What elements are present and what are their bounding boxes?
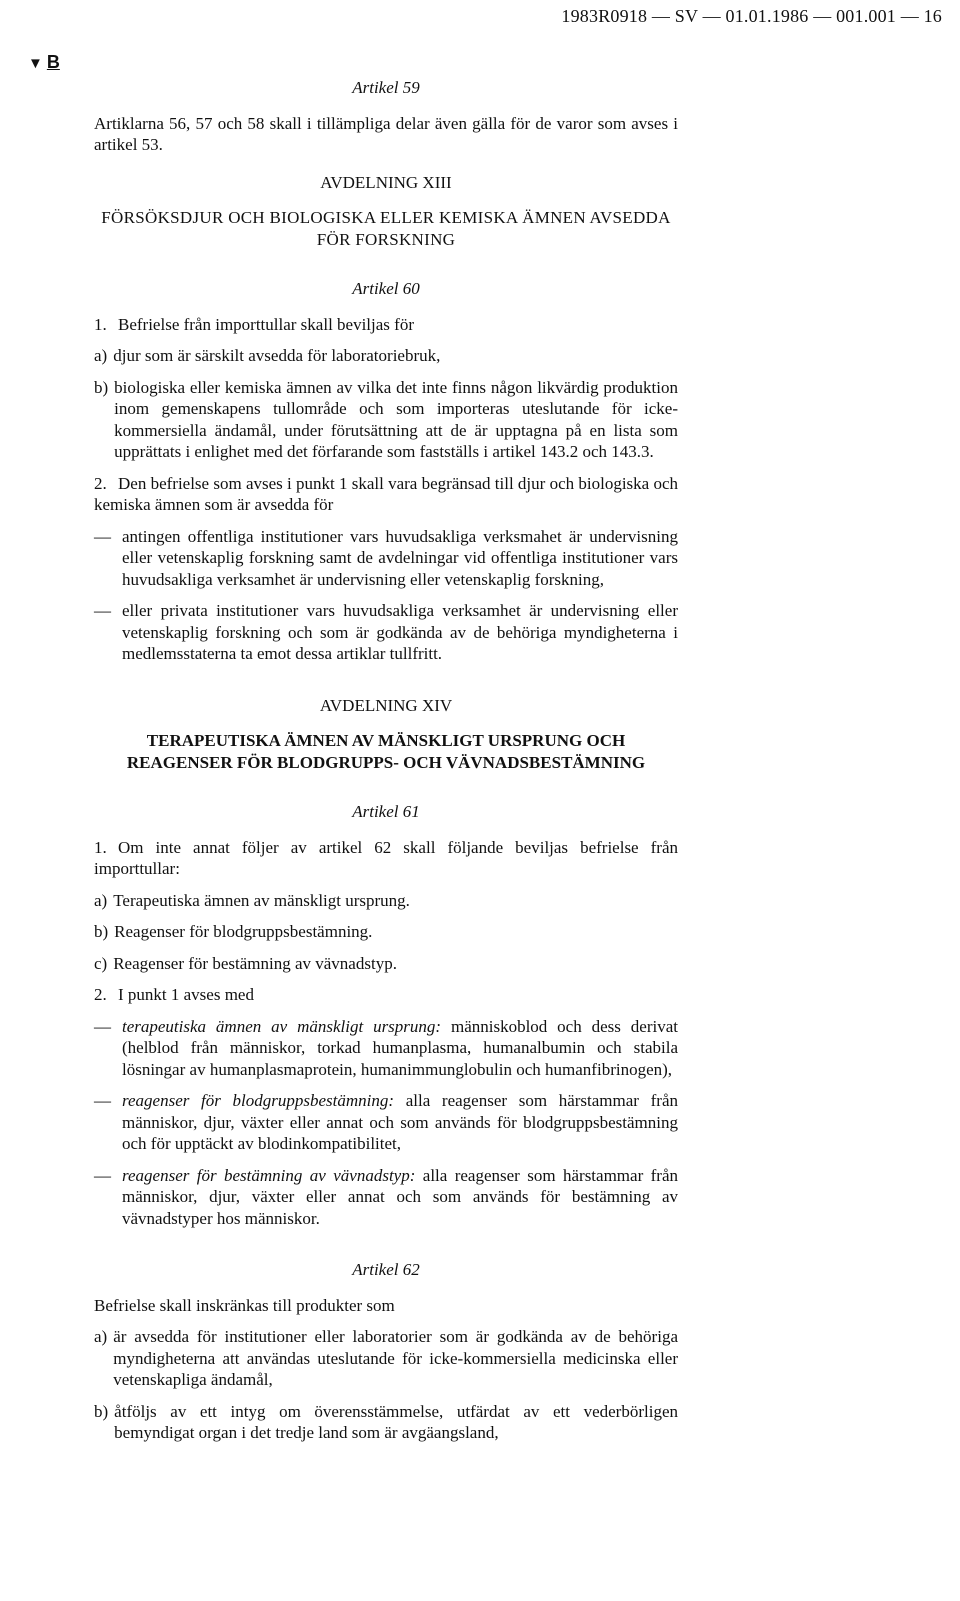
dash-marker: — — [94, 1016, 111, 1036]
section-xiii-label: AVDELNING XIII — [320, 172, 452, 192]
article-62-title: Artikel 62 — [352, 1260, 420, 1279]
article-61-dash-2: — reagenser för blodgruppsbestämning: alla reagenser som härstammar från människor, djur, växter eller annat och som används för blodgruppsbestämning och för upptäckt av blodinkompatibilitet, — [94, 1091, 678, 1153]
defined-term: reagenser för bestämning av vävnadstyp: — [122, 1165, 416, 1185]
dash-marker: — — [94, 1165, 111, 1185]
article-60-para-1: 1. Befrielse från importtullar skall beviljas för — [94, 314, 414, 334]
article-62-item-a: a) är avsedda för institutioner eller laboratorier som är godkända av de behöriga myndigheterna att användas uteslutande för icke-kommersiella medicinska eller vetenskapliga ändamål, — [94, 1327, 678, 1389]
article-60-item-a: a) djur som är särskilt avsedda för laboratoriebruk, — [94, 346, 441, 365]
article-60-item-b: b) biologiska eller kemiska ämnen av vilka det inte finns någon likvärdig produktion inom gemenskapens tullområde och som importeras uteslutande för icke-kommersiella ändamål, under förutsättning att de är upptagna på en lista som upprättats i enlighet med det förfarande som fastställs i artikel 143.2 och 143.3. — [94, 377, 678, 461]
section-xiv-label: AVDELNING XIV — [319, 695, 453, 715]
document-body — [94, 77, 678, 1454]
version-marker-label: B — [46, 52, 60, 72]
triangle-down-icon: ▼ — [28, 55, 43, 72]
article-61-item-a: a) Terapeutiska ämnen av mänskligt ursprung. — [94, 890, 410, 910]
article-61-para-1: 1. Om inte annat följer av artikel 62 skall följande beviljas befrielse från importtullar: — [94, 837, 678, 878]
dash-marker: — — [94, 526, 111, 546]
article-59-title: Artikel 59 — [352, 78, 420, 97]
article-61-item-c: c) Reagenser för bestämning av vävnadstyp. — [94, 953, 397, 973]
version-marker[interactable] — [28, 52, 60, 75]
article-60-dash-1: — antingen offentliga institutioner vars huvudsakliga verksmahet är undervisning eller vetenskaplig forskning samt de avdelningar vid offentliga institutioner vars huvudsakliga verksamhet är undervisning eller vetenskaplig forskning, — [94, 526, 678, 589]
article-62-intro: Befrielse skall inskränkas till produkter som — [94, 1295, 395, 1315]
article-59-text: Artiklarna 56, 57 och 58 skall i tillämpliga delar även gälla för de varor som avses i artikel 53. — [94, 113, 678, 154]
para-number: 2. — [94, 985, 107, 1004]
article-61-title: Artikel 61 — [352, 802, 420, 821]
article-61-dash-1: — terapeutiska ämnen av mänskligt ursprung: människoblod och dess derivat (helblod från människor, torkad humanplasma, humanalbumin och stabila lösningar av humanplasmaprotein, humanimmunglobulin och humanfibrinogen), — [94, 1016, 678, 1079]
article-60-title: Artikel 60 — [352, 279, 420, 298]
para-number: 2. — [94, 473, 107, 493]
defined-term: terapeutiska ämnen av mänskligt ursprung: — [122, 1016, 442, 1036]
para-number: 1. — [94, 314, 107, 334]
para-number: 1. — [94, 837, 107, 857]
article-60-para-2: 2. Den befrielse som avses i punkt 1 skall vara begränsad till djur och biologiska och kemiska ämnen som är avsedda för — [94, 473, 678, 514]
section-xiv-title: TERAPEUTISKA ÄMNEN AV MÄNSKLIGT URSPRUNG OCH REAGENSER FÖR BLODGRUPPS- OCH VÄVNADSBESTÄMNING — [126, 731, 646, 772]
article-60-dash-2: — eller privata institutioner vars huvudsakliga verksamhet är undervisning eller vetenskaplig forskning och som är godkända av de behöriga myndigheterna i medlemsstaterna ta emot dessa artiklar tullfritt. — [94, 601, 678, 663]
article-61-para-2: 2. I punkt 1 avses med — [94, 985, 254, 1004]
page-header: 1983R0918 — SV — 01.01.1986 — 001.001 — 16 — [561, 6, 942, 26]
article-61-item-b: b) Reagenser för blodgruppsbestämning. — [94, 922, 373, 941]
article-62-item-b: b) åtföljs av ett intyg om överensstämmelse, utfärdat av ett vederbörligen bemyndigat organ i det tredje land som är avgäangsland, — [94, 1401, 678, 1442]
defined-term: reagenser för blodgruppsbestämning: — [122, 1091, 395, 1110]
article-61-dash-3: — reagenser för bestämning av vävnadstyp: alla reagenser som härstammar från människor, djur, växter eller annat och som används för bestämning av vävnadstyper hos människor. — [94, 1165, 678, 1228]
section-xiii-title: FÖRSÖKSDJUR OCH BIOLOGISKA ELLER KEMISKA ÄMNEN AVSEDDA FÖR FORSKNING — [101, 208, 671, 249]
dash-marker: — — [94, 1091, 111, 1110]
dash-marker: — — [94, 601, 111, 620]
